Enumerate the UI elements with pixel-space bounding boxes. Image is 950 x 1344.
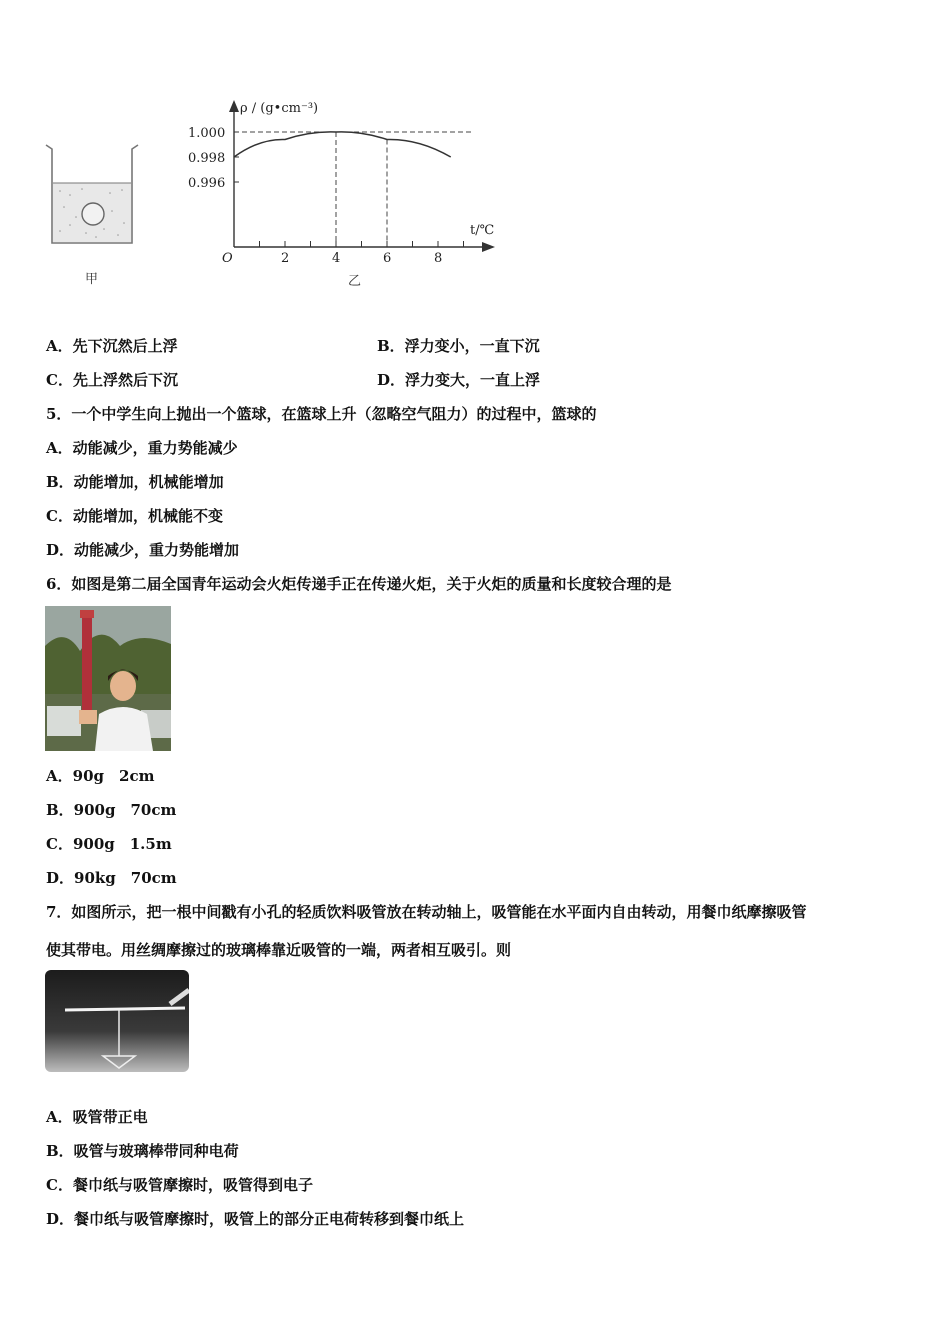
y-tick-label: 0.996 xyxy=(188,176,226,191)
q7-stem-line1: 7．如图所示，把一根中间戳有小孔的轻质饮料吸管放在转动轴上，吸管能在水平面内自由转动，用餐巾纸摩擦吸管 xyxy=(46,903,807,921)
q5-option-c[interactable]: C．动能增加，机械能不变 xyxy=(46,507,223,525)
origin-label: O xyxy=(222,251,233,266)
x-tick-label: 6 xyxy=(383,251,392,266)
q6-stem: 6．如图是第二届全国青年运动会火炬传递手正在传递火炬，关于火炬的质量和长度较合理的是 xyxy=(46,575,672,593)
q5-option-b[interactable]: B．动能增加，机械能增加 xyxy=(46,473,224,491)
density-chart xyxy=(180,92,510,292)
y-tick-label: 1.000 xyxy=(188,126,226,141)
density-curve xyxy=(234,132,451,157)
q6-option-d[interactable]: D．90kg 70cm xyxy=(46,869,177,887)
y-axis-label: ρ / (g•cm⁻³) xyxy=(240,101,319,116)
chart-layer xyxy=(188,126,472,266)
figure-yi-caption: 乙 xyxy=(348,274,362,289)
x-tick-label: 2 xyxy=(281,251,290,266)
x-tick-label: 4 xyxy=(332,251,341,266)
q6-option-b[interactable]: B．900g 70cm xyxy=(46,801,177,819)
x-tick-label: 8 xyxy=(434,251,443,266)
ball xyxy=(82,203,104,225)
q4-option-d[interactable]: D．浮力变大，一直上浮 xyxy=(377,371,541,389)
x-axis-label: t/℃ xyxy=(470,223,495,238)
q7-stem-line2: 使其带电。用丝绸摩擦过的玻璃棒靠近吸管的一端，两者相互吸引。则 xyxy=(46,941,512,959)
q5-option-d[interactable]: D．动能减少，重力势能增加 xyxy=(46,541,240,559)
q4-option-a[interactable]: A．先下沉然后上浮 xyxy=(46,337,178,355)
straw-experiment-photo xyxy=(45,970,189,1072)
q4-option-c[interactable]: C．先上浮然后下沉 xyxy=(46,371,178,389)
figure-jia-caption: 甲 xyxy=(85,272,99,287)
q7-option-a[interactable]: A．吸管带正电 xyxy=(46,1108,148,1126)
y-tick-label: 0.998 xyxy=(188,151,226,166)
torch-bearer-photo xyxy=(45,606,171,751)
q6-option-c[interactable]: C．900g 1.5m xyxy=(46,835,172,853)
q4-option-b[interactable]: B．浮力变小，一直下沉 xyxy=(377,337,540,355)
q5-stem: 5．一个中学生向上抛出一个篮球，在篮球上升（忽略空气阻力）的过程中，篮球的 xyxy=(46,405,597,423)
q5-option-a[interactable]: A．动能减少，重力势能减少 xyxy=(46,439,238,457)
beaker-figure xyxy=(40,135,150,295)
q7-option-d[interactable]: D．餐巾纸与吸管摩擦时，吸管上的部分正电荷转移到餐巾纸上 xyxy=(46,1210,465,1228)
q6-option-a[interactable]: A．90g 2cm xyxy=(46,767,155,785)
q7-option-c[interactable]: C．餐巾纸与吸管摩擦时，吸管得到电子 xyxy=(46,1176,313,1194)
q7-option-b[interactable]: B．吸管与玻璃棒带同种电荷 xyxy=(46,1142,239,1160)
